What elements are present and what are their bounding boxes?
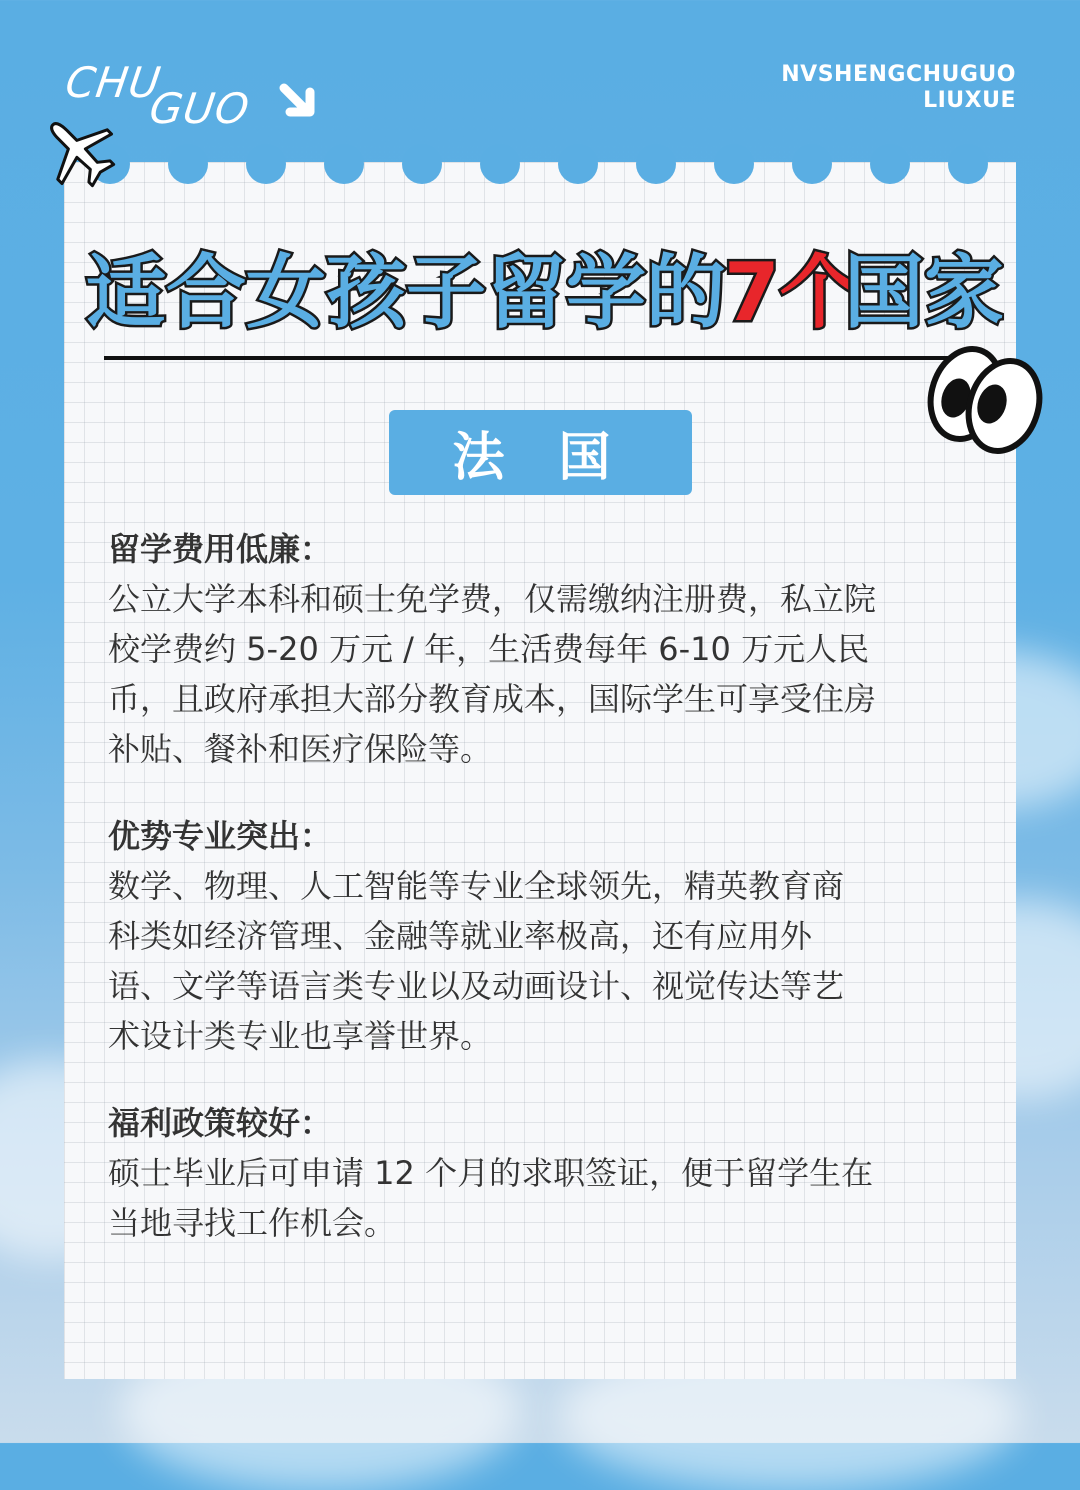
brand-chu: CHU xyxy=(62,58,165,107)
section-line: 公立大学本科和硕士免学费，仅需缴纳注册费，私立院 xyxy=(108,580,877,618)
section-line: 语、文学等语言类专业以及动画设计、视觉传达等艺 xyxy=(108,967,845,1005)
section-line: 校学费约 5-20 万元 / 年，生活费每年 6-10 万元人民 xyxy=(108,630,870,668)
section-line: 币，且政府承担大部分教育成本，国际学生可享受住房 xyxy=(108,680,877,718)
country-label: 法 国 xyxy=(389,410,692,495)
cartoon-eyes-icon xyxy=(926,330,1048,460)
title-part1: 适合女孩子留学的 xyxy=(86,246,726,338)
section-heading: 留学费用低廉： xyxy=(108,530,333,568)
airplane-icon xyxy=(38,110,120,192)
section-line: 当地寻找工作机会。 xyxy=(108,1204,397,1242)
title-underline xyxy=(104,356,974,360)
section-heading: 福利政策较好： xyxy=(108,1104,333,1142)
section-line: 硕士毕业后可申请 12 个月的求职签证，便于留学生在 xyxy=(108,1154,874,1192)
arrow-down-right-icon xyxy=(278,80,318,120)
tagline-line-1: NVSHENGCHUGUO xyxy=(781,62,1016,87)
section-line: 补贴、餐补和医疗保险等。 xyxy=(108,730,493,768)
section-majors xyxy=(108,811,968,1061)
section-line: 术设计类专业也享誉世界。 xyxy=(108,1017,493,1055)
page-title xyxy=(84,238,1004,338)
brand-guo: GUO xyxy=(146,84,253,133)
section-cost xyxy=(108,524,968,774)
title-highlight: 7个 xyxy=(724,246,860,338)
title-part2: 国家 xyxy=(844,246,1004,338)
section-welfare xyxy=(108,1098,968,1248)
section-heading: 优势专业突出： xyxy=(108,817,333,855)
section-line: 数学、物理、人工智能等专业全球领先，精英教育商 xyxy=(108,867,845,905)
section-line: 科类如经济管理、金融等就业率极高，还有应用外 xyxy=(108,917,813,955)
tagline-line-2: LIUXUE xyxy=(923,88,1016,113)
brand-tagline xyxy=(781,62,1016,114)
